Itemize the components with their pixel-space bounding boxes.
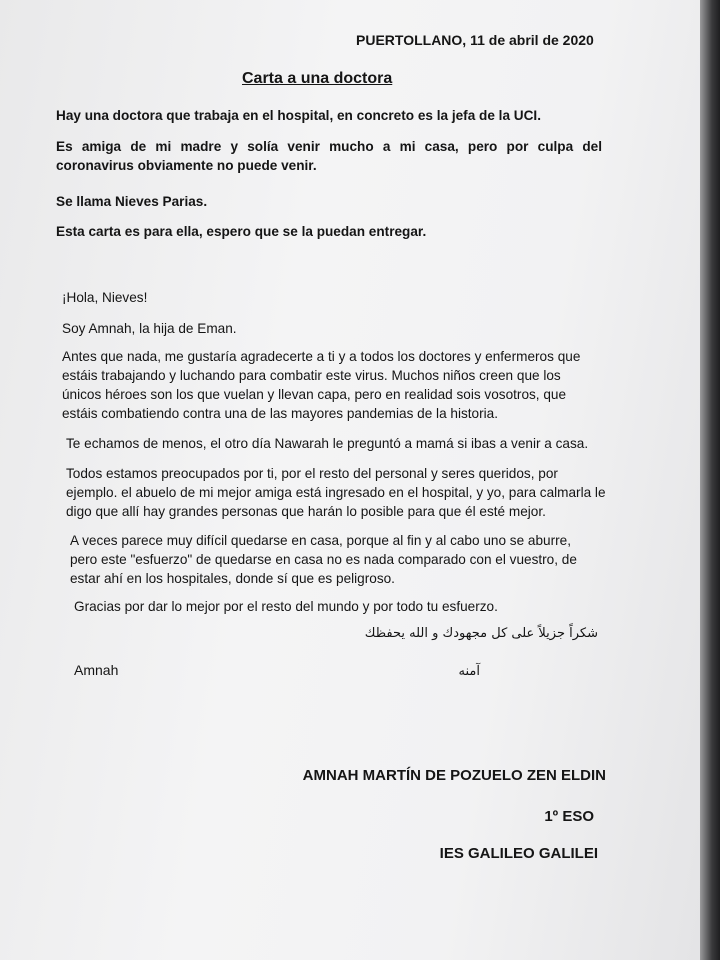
letter-paragraph-5: A veces parece muy difícil quedarse en casa, porque al fin y al cabo uno se aburre, pero este "esfuerzo" de quedarse en casa no es nada comparado con el vuestro, de estar ahí en los hospitales, donde sí que es peligroso.	[70, 533, 577, 586]
letter-paragraph-1: Soy Amnah, la hija de Eman.	[62, 321, 237, 336]
signature-amnah: Amnah	[74, 662, 119, 678]
author-grade: 1º ESO	[544, 808, 594, 825]
arabic-thanks-line: شكراً جزيلاً على كل مجهودك و الله يحفظك	[364, 626, 598, 641]
intro-paragraph-1: Hay una doctora que trabaja en el hospital, en concreto es la jefa de la UCI.	[56, 108, 541, 123]
arabic-signature: آمنه	[458, 664, 480, 679]
page-shadow-edge	[700, 0, 720, 960]
letter-paragraph-4: Todos estamos preocupados por ti, por el resto del personal y seres queridos, por ejemplo. el abuelo de mi mejor amiga está ingresado en el hospital, y yo, para calmarla le digo que allí hay grandes personas que harán lo posible para que él esté mejor.	[66, 466, 606, 519]
letter-title: Carta a una doctora	[242, 70, 393, 87]
author-school: IES GALILEO GALILEI	[439, 845, 598, 862]
greeting: ¡Hola, Nieves!	[62, 290, 148, 305]
intro-paragraph-2: Es amiga de mi madre y solía venir mucho a mi casa, pero por culpa del coronavirus obviamente no puede venir.	[56, 139, 602, 173]
author-full-name: AMNAH MARTÍN DE POZUELO ZEN ELDIN	[302, 767, 606, 784]
intro-paragraph-4: Esta carta es para ella, espero que se la puedan entregar.	[56, 224, 427, 239]
letter-paragraph-2: Antes que nada, me gustaría agradecerte a ti y a todos los doctores y enfermeros que estáis trabajando y luchando para combatir este virus. Muchos niños creen que los únicos héroes son los que vuelan y llevan capa, pero en realidad sois vosotros, que estáis combatiendo contra una de las mayores pandemias de la historia.	[62, 349, 581, 421]
intro-paragraph-3: Se llama Nieves Parias.	[56, 194, 208, 209]
letter-paragraph-3: Te echamos de menos, el otro día Nawarah le preguntó a mamá si ibas a venir a casa.	[66, 436, 589, 451]
date-line: PUERTOLLANO, 11 de abril de 2020	[356, 32, 594, 48]
letter-paragraph-6: Gracias por dar lo mejor por el resto del mundo y por todo tu esfuerzo.	[74, 599, 498, 614]
